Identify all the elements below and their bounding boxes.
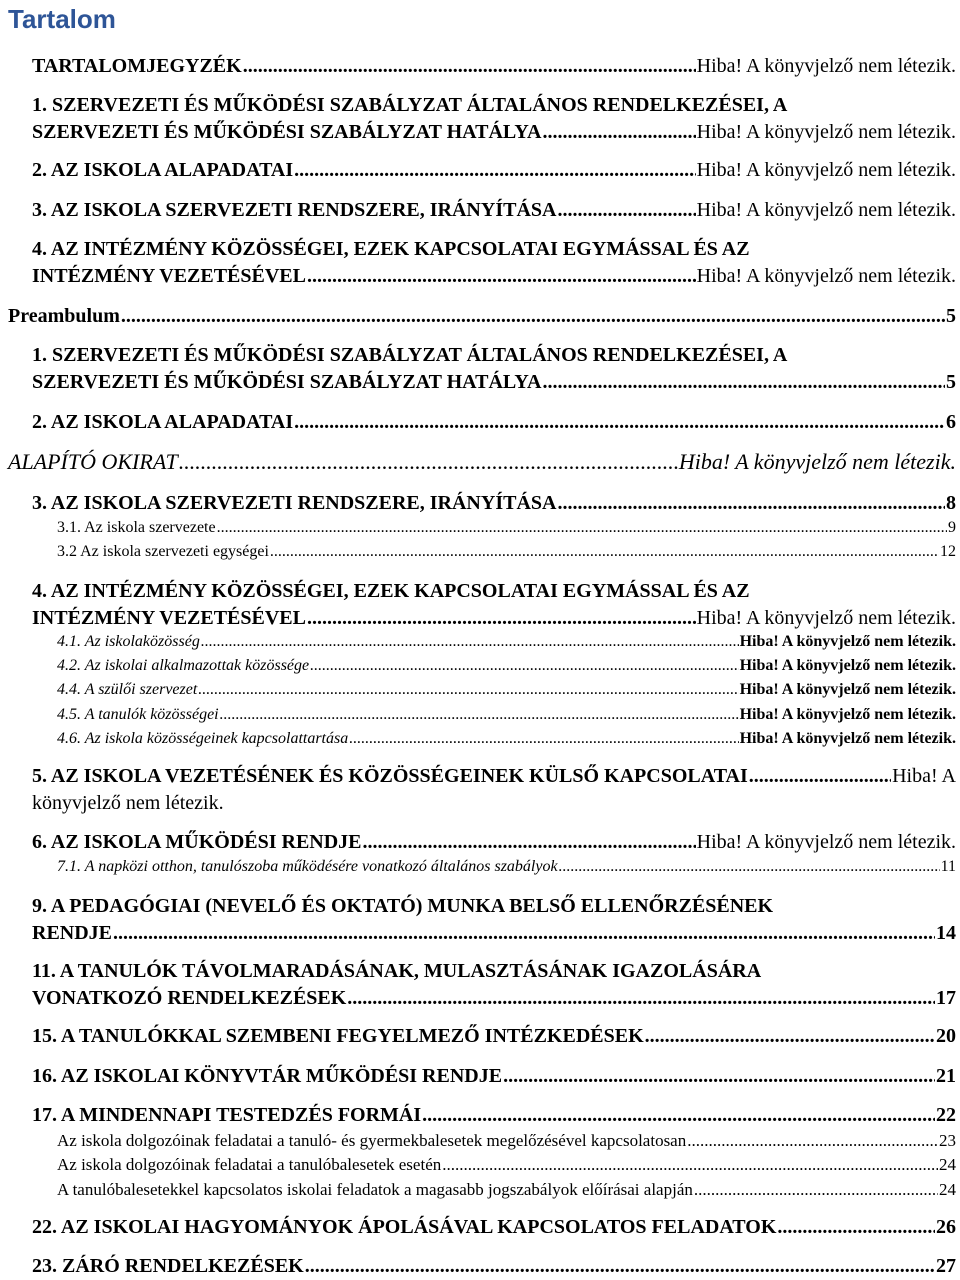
- toc-entry-page: 26: [936, 1216, 956, 1238]
- dot-leader: [270, 540, 939, 564]
- toc-entry-label: 3.1. Az iskola szervezete: [57, 519, 216, 536]
- dot-leader: [307, 263, 696, 290]
- toc-entry-label: 4.1. Az iskolaközösség: [57, 633, 200, 650]
- toc-entry-page: 21: [936, 1065, 956, 1087]
- toc-entry-page: 24: [939, 1155, 956, 1174]
- toc-entry-balesetek-megelozes[interactable]: [57, 1128, 956, 1153]
- toc-entry-page-cont: könyvjelző nem létezik.: [32, 792, 224, 814]
- toc-entry-page: 14: [936, 922, 956, 944]
- toc-entry-label: 11. A TANULÓK TÁVOLMARADÁSÁNAK, MULASZTÁSÁNAK IGAZOLÁSÁRA: [32, 960, 762, 982]
- toc-entry-label: 4.4. A szülői szervezet: [57, 681, 198, 698]
- toc-entry-label-cont: INTÉZMÉNY VEZETÉSÉVEL: [32, 607, 306, 629]
- toc-entry-tavolmaradas[interactable]: [32, 958, 956, 1012]
- toc-entry-label: 15. A TANULÓKKAL SZEMBENI FEGYELMEZŐ INTÉZKEDÉSEK: [32, 1025, 644, 1047]
- toc-entry-page: 24: [939, 1180, 956, 1199]
- toc-entry-label: 4.2. Az iskolai alkalmazottak közössége: [57, 657, 310, 674]
- toc-entry-page: 20: [936, 1025, 956, 1047]
- toc-entry-label: 7.1. A napközi otthon, tanulószoba működésére vonatkozó általános szabályok: [57, 858, 558, 875]
- dot-leader: [542, 119, 695, 146]
- toc-entry-page: Hiba! A könyvjelző nem létezik.: [739, 633, 956, 650]
- toc-entry-page: Hiba! A: [892, 765, 956, 787]
- dot-leader: [777, 1214, 935, 1241]
- dot-leader: [542, 369, 945, 396]
- toc-entry-alapadatai-2[interactable]: [32, 409, 956, 436]
- dot-leader: [294, 157, 695, 184]
- toc-entry-3-2[interactable]: [57, 540, 956, 564]
- dot-leader: [503, 1063, 935, 1090]
- toc-entry-label: 1. SZERVEZETI ÉS MŰKÖDÉSI SZABÁLYZAT ÁLTALÁNOS RENDELKEZÉSEI, A: [32, 94, 788, 116]
- toc-entry-szmsz-1[interactable]: [32, 92, 956, 146]
- toc-entry-szervezeti-rendszere-1[interactable]: [32, 197, 956, 224]
- dot-leader: [121, 303, 945, 330]
- toc-entry-label: 22. AZ ISKOLAI HAGYOMÁNYOK ÁPOLÁSÁVAL KAPCSOLATOS FELADATOK: [32, 1216, 777, 1238]
- dot-leader: [349, 727, 738, 751]
- toc-entry-tartalomjegyzek[interactable]: [32, 53, 956, 80]
- toc-entry-label: 16. AZ ISKOLAI KÖNYVTÁR MŰKÖDÉSI RENDJE: [32, 1065, 503, 1087]
- toc-entry-kulso-kapcsolatai[interactable]: [32, 763, 956, 817]
- toc-entry-balesetek-eseten[interactable]: [57, 1152, 956, 1177]
- toc-entry-label: TARTALOMJEGYZÉK: [32, 55, 242, 77]
- toc-entry-page: 17: [936, 987, 956, 1009]
- toc-entry-page: 9: [948, 519, 956, 536]
- toc-entry-page: 12: [940, 543, 956, 560]
- dot-leader: [694, 1177, 938, 1202]
- toc-entry-label: 3. AZ ISKOLA SZERVEZETI RENDSZERE, IRÁNYÍTÁSA: [32, 492, 557, 514]
- dot-leader: [749, 763, 891, 790]
- toc-entry-alapadatai-1[interactable]: [32, 157, 956, 184]
- toc-entry-label: 23. ZÁRÓ RENDELKEZÉSEK: [32, 1255, 304, 1277]
- toc-entry-label-cont: VONATKOZÓ RENDELKEZÉSEK: [32, 987, 347, 1009]
- toc-entry-page: Hiba! A könyvjelző nem létezik.: [696, 265, 956, 287]
- toc-entry-fegyelmezo[interactable]: [32, 1023, 956, 1050]
- toc-title: Tartalom: [8, 4, 116, 34]
- toc-entry-page: Hiba! A könyvjelző nem létezik.: [696, 159, 956, 181]
- toc-entry-balesetek-jogszabalyok[interactable]: [57, 1177, 956, 1202]
- toc-entry-alapito-okirat[interactable]: [8, 448, 956, 476]
- dot-leader: [363, 829, 696, 856]
- toc-entry-label: 3.2 Az iskola szervezeti egységei: [57, 543, 269, 560]
- toc-entry-page: 8: [946, 492, 956, 514]
- toc-entry-label-cont: SZERVEZETI ÉS MŰKÖDÉSI SZABÁLYZAT HATÁLYA: [32, 371, 542, 393]
- toc-entry-label: 17. A MINDENNAPI TESTEDZÉS FORMÁI: [32, 1104, 422, 1126]
- toc-entry-label: 6. AZ ISKOLA MŰKÖDÉSI RENDJE: [32, 831, 362, 853]
- toc-entry-label: Az iskola dolgozóinak feladatai a tanuló- és gyermekbalesetek megelőzésével kapcsolatosan: [57, 1131, 687, 1150]
- dot-leader: [243, 53, 696, 80]
- toc-entry-page: Hiba! A könyvjelző nem létezik.: [696, 831, 956, 853]
- toc-entry-page: Hiba! A könyvjelző nem létezik.: [696, 121, 956, 143]
- toc-entry-page: Hiba! A könyvjelző nem létezik.: [739, 681, 956, 698]
- toc-entry-label-cont: INTÉZMÉNY VEZETÉSÉVEL: [32, 265, 306, 287]
- toc-entry-4-2[interactable]: [57, 654, 956, 678]
- toc-entry-label: A tanulóbalesetekkel kapcsolatos iskolai feladatok a magasabb jogszabályok előírásai alapján: [57, 1180, 693, 1199]
- toc-entry-page: 27: [936, 1255, 956, 1277]
- dot-leader: [347, 985, 935, 1012]
- dot-leader: [422, 1102, 935, 1129]
- toc-entry-label: 2. AZ ISKOLA ALAPADATAI: [32, 159, 294, 181]
- toc-entry-kozossegei-1[interactable]: [32, 236, 956, 290]
- toc-entry-page: 5: [946, 371, 956, 393]
- toc-entry-page: Hiba! A könyvjelző nem létezik.: [696, 607, 956, 629]
- toc-entry-label-cont: SZERVEZETI ÉS MŰKÖDÉSI SZABÁLYZAT HATÁLYA: [32, 121, 542, 143]
- dot-leader: [557, 197, 695, 224]
- toc-entry-page: Hiba! A könyvjelző nem létezik.: [696, 199, 956, 221]
- toc-entry-label-cont: RENDJE: [32, 922, 113, 944]
- dot-leader: [687, 1128, 938, 1153]
- toc-entry-label: 5. AZ ISKOLA VEZETÉSÉNEK ÉS KÖZÖSSÉGEINEK KÜLSŐ KAPCSOLATAI: [32, 765, 748, 787]
- dot-leader: [179, 448, 678, 476]
- toc-entry-3-1[interactable]: [57, 516, 956, 540]
- toc-entry-7-1[interactable]: [57, 855, 956, 879]
- toc-entry-page: 5: [946, 305, 956, 327]
- toc-entry-label: 4. AZ INTÉZMÉNY KÖZÖSSÉGEI, EZEK KAPCSOLATAI EGYMÁSSAL ÉS AZ: [32, 238, 750, 260]
- toc-entry-page: Hiba! A könyvjelző nem létezik.: [739, 657, 956, 674]
- toc-entry-testedzes[interactable]: [32, 1102, 956, 1129]
- dot-leader: [557, 490, 945, 517]
- toc-entry-mukodesi-rendje[interactable]: [32, 829, 956, 856]
- dot-leader: [198, 678, 738, 702]
- toc-entry-page: 11: [940, 858, 956, 875]
- toc-entry-4-6[interactable]: [57, 727, 956, 751]
- toc-entry-page: 23: [939, 1131, 956, 1150]
- toc-entry-label: 4.6. Az iskola közösségeinek kapcsolattartása: [57, 730, 349, 747]
- toc-entry-label: ALAPÍTÓ OKIRAT: [8, 449, 178, 474]
- toc-entry-4-1[interactable]: [57, 630, 956, 654]
- toc-entry-preambulum[interactable]: [8, 303, 956, 330]
- dot-leader: [559, 855, 940, 879]
- toc-entry-szmsz-2[interactable]: [32, 342, 956, 396]
- toc-entry-konyvtar[interactable]: [32, 1063, 956, 1090]
- toc-entry-hagyomanyok[interactable]: [32, 1214, 956, 1241]
- dot-leader: [294, 409, 945, 436]
- dot-leader: [442, 1152, 938, 1177]
- toc-entry-label: 2. AZ ISKOLA ALAPADATAI: [32, 411, 294, 433]
- dot-leader: [645, 1023, 935, 1050]
- toc-entry-page: Hiba! A könyvjelző nem létezik.: [678, 449, 956, 474]
- toc-entry-ellenorzes[interactable]: [32, 893, 956, 947]
- toc-entry-label: 1. SZERVEZETI ÉS MŰKÖDÉSI SZABÁLYZAT ÁLTALÁNOS RENDELKEZÉSEI, A: [32, 344, 788, 366]
- toc-entry-4-5[interactable]: [57, 703, 956, 727]
- toc-entry-kozossegei-2[interactable]: [32, 578, 956, 632]
- dot-leader: [310, 654, 738, 678]
- toc-entry-page: Hiba! A könyvjelző nem létezik.: [739, 706, 956, 723]
- toc-entry-label: Az iskola dolgozóinak feladatai a tanulóbalesetek esetén: [57, 1155, 442, 1174]
- toc-entry-4-4[interactable]: [57, 678, 956, 702]
- dot-leader: [201, 630, 739, 654]
- dot-leader: [307, 605, 696, 632]
- toc-entry-zaro[interactable]: [32, 1253, 956, 1280]
- toc-entry-szervezeti-rendszere-2[interactable]: [32, 490, 956, 517]
- dot-leader: [217, 516, 947, 540]
- toc-entry-label: 3. AZ ISKOLA SZERVEZETI RENDSZERE, IRÁNYÍTÁSA: [32, 199, 557, 221]
- dot-leader: [220, 703, 739, 727]
- toc-entry-label: Preambulum: [8, 305, 120, 327]
- toc-entry-label: 4.5. A tanulók közösségei: [57, 706, 219, 723]
- toc-entry-page: Hiba! A könyvjelző nem létezik.: [696, 55, 956, 77]
- dot-leader: [305, 1253, 935, 1280]
- toc-entry-page: 6: [946, 411, 956, 433]
- toc-entry-page: 22: [936, 1104, 956, 1126]
- toc-entry-label: 9. A PEDAGÓGIAI (NEVELŐ ÉS OKTATÓ) MUNKA BELSŐ ELLENŐRZÉSÉNEK: [32, 895, 774, 917]
- toc-entry-label: 4. AZ INTÉZMÉNY KÖZÖSSÉGEI, EZEK KAPCSOLATAI EGYMÁSSAL ÉS AZ: [32, 580, 750, 602]
- toc-entry-page: Hiba! A könyvjelző nem létezik.: [739, 730, 956, 747]
- dot-leader: [113, 920, 935, 947]
